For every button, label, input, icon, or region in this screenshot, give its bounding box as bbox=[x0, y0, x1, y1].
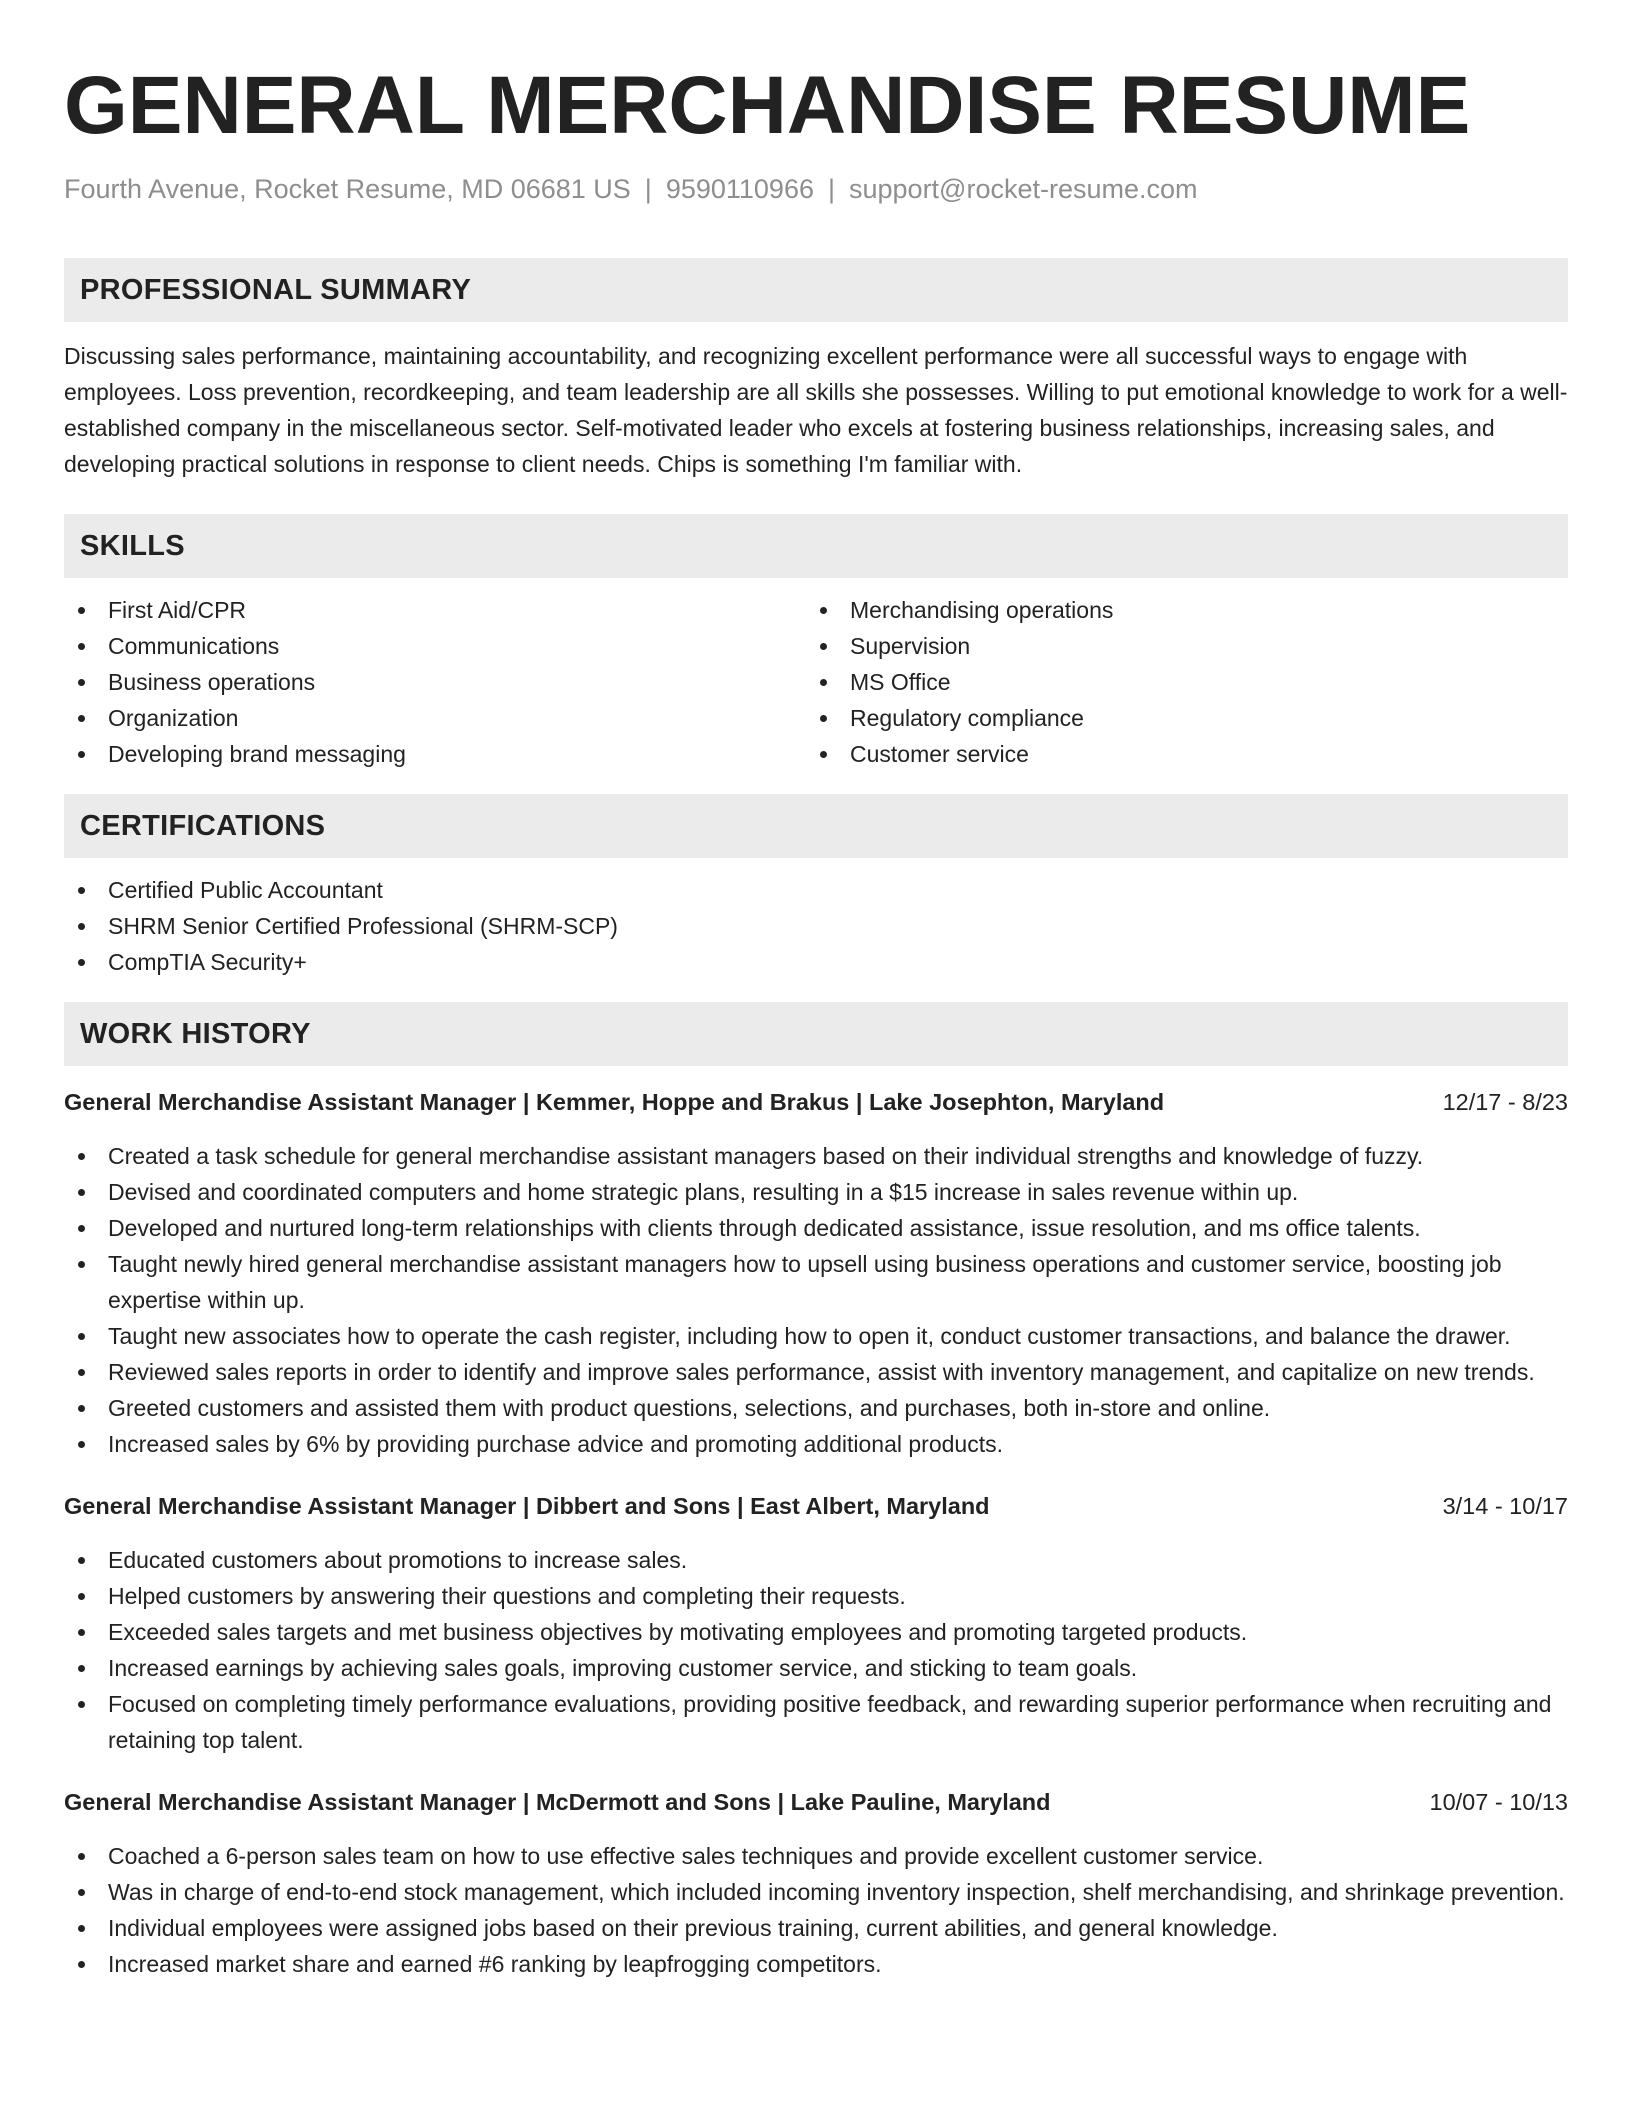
section-title: SKILLS bbox=[80, 529, 185, 562]
certification-item: CompTIA Security+ bbox=[64, 944, 1568, 980]
bullet-icon bbox=[78, 679, 85, 686]
bullet-icon bbox=[78, 1441, 85, 1448]
job-bullet: Educated customers about promotions to increase sales. bbox=[64, 1542, 1568, 1578]
job-entry bbox=[64, 1488, 1568, 1758]
job-bullet: Individual employees were assigned jobs based on their previous training, current abilities, and general knowledge. bbox=[64, 1910, 1568, 1946]
bullet-icon bbox=[78, 751, 85, 758]
job-bullet: Focused on completing timely performance evaluations, providing positive feedback, and rewarding superior performance when recruiting and retaining top talent. bbox=[64, 1686, 1568, 1758]
section-title: PROFESSIONAL SUMMARY bbox=[80, 273, 472, 306]
job-entry bbox=[64, 1084, 1568, 1462]
job-bullet: Devised and coordinated computers and home strategic plans, resulting in a $15 increase in sales revenue within up. bbox=[64, 1174, 1568, 1210]
job-bullet: Increased sales by 6% by providing purchase advice and promoting additional products. bbox=[64, 1426, 1568, 1462]
bullet-icon bbox=[78, 1925, 85, 1932]
job-bullet: Taught newly hired general merchandise assistant managers how to upsell using business operations and customer service, boosting job expertise within up. bbox=[64, 1246, 1568, 1318]
bullet-icon bbox=[820, 607, 827, 614]
skills-column-right bbox=[806, 592, 1548, 772]
certification-item: SHRM Senior Certified Professional (SHRM-SCP) bbox=[64, 908, 1568, 944]
job-heading: General Merchandise Assistant Manager | McDermott and Sons | Lake Pauline, Maryland bbox=[64, 1789, 1051, 1815]
contact-address: Fourth Avenue, Rocket Resume, MD 06681 US bbox=[64, 174, 631, 204]
bullet-icon bbox=[78, 1225, 85, 1232]
bullet-icon bbox=[820, 643, 827, 650]
certifications-list bbox=[64, 872, 1568, 980]
job-bullets bbox=[64, 1838, 1568, 1982]
contact-line bbox=[64, 172, 1568, 206]
bullet-icon bbox=[78, 1593, 85, 1600]
job-bullet: Developed and nurtured long-term relationships with clients through dedicated assistance, issue resolution, and ms office talents. bbox=[64, 1210, 1568, 1246]
skill-item: Business operations bbox=[64, 664, 806, 700]
resume-title: GENERAL MERCHANDISE RESUME bbox=[64, 60, 1471, 151]
section-header-certifications bbox=[64, 794, 1568, 858]
job-bullet: Was in charge of end-to-end stock management, which included incoming inventory inspection, shelf merchandising, and shrinkage prevention. bbox=[64, 1874, 1568, 1910]
bullet-icon bbox=[78, 923, 85, 930]
section-title: WORK HISTORY bbox=[80, 1017, 311, 1050]
bullet-icon bbox=[78, 1557, 85, 1564]
job-bullet: Increased earnings by achieving sales goals, improving customer service, and sticking to team goals. bbox=[64, 1650, 1568, 1686]
bullet-icon bbox=[820, 751, 827, 758]
bullet-icon bbox=[78, 1369, 85, 1376]
bullet-icon bbox=[78, 1189, 85, 1196]
skill-item: Regulatory compliance bbox=[806, 700, 1548, 736]
skill-item: Customer service bbox=[806, 736, 1548, 772]
job-bullet: Created a task schedule for general merchandise assistant managers based on their individual strengths and knowledge of fuzzy. bbox=[64, 1138, 1568, 1174]
bullet-icon bbox=[78, 1853, 85, 1860]
section-title: CERTIFICATIONS bbox=[80, 809, 326, 842]
bullet-icon bbox=[78, 643, 85, 650]
skill-item: Merchandising operations bbox=[806, 592, 1548, 628]
job-entry bbox=[64, 1784, 1568, 1982]
skills-column-left bbox=[64, 592, 806, 772]
job-bullets bbox=[64, 1542, 1568, 1758]
contact-phone: 9590110966 bbox=[665, 174, 814, 204]
bullet-icon bbox=[78, 1261, 85, 1268]
skill-item: MS Office bbox=[806, 664, 1548, 700]
job-header bbox=[64, 1084, 1568, 1120]
skill-item: Organization bbox=[64, 700, 806, 736]
bullet-icon bbox=[78, 1629, 85, 1636]
job-bullets bbox=[64, 1138, 1568, 1462]
job-bullet: Helped customers by answering their questions and completing their requests. bbox=[64, 1578, 1568, 1614]
job-bullet: Coached a 6-person sales team on how to use effective sales techniques and provide excellent customer service. bbox=[64, 1838, 1568, 1874]
bullet-icon bbox=[78, 959, 85, 966]
section-header-work-history bbox=[64, 1002, 1568, 1066]
bullet-icon bbox=[78, 887, 85, 894]
skill-item: Supervision bbox=[806, 628, 1548, 664]
bullet-icon bbox=[78, 1701, 85, 1708]
section-header-skills bbox=[64, 514, 1568, 578]
skill-item: Communications bbox=[64, 628, 806, 664]
bullet-icon bbox=[78, 715, 85, 722]
job-header bbox=[64, 1784, 1568, 1820]
job-dates: 10/07 - 10/13 bbox=[1429, 1789, 1568, 1815]
section-header-summary bbox=[64, 258, 1568, 322]
bullet-icon bbox=[78, 1889, 85, 1896]
contact-email: support@rocket-resume.com bbox=[849, 174, 1198, 204]
job-heading: General Merchandise Assistant Manager | Dibbert and Sons | East Albert, Maryland bbox=[64, 1493, 990, 1519]
skills-grid bbox=[64, 592, 1568, 772]
bullet-icon bbox=[78, 1153, 85, 1160]
bullet-icon bbox=[78, 607, 85, 614]
contact-separator: | bbox=[644, 174, 652, 204]
bullet-icon bbox=[78, 1405, 85, 1412]
job-bullet: Taught new associates how to operate the cash register, including how to open it, conduct customer transactions, and balance the drawer. bbox=[64, 1318, 1568, 1354]
bullet-icon bbox=[78, 1665, 85, 1672]
job-bullet: Exceeded sales targets and met business objectives by motivating employees and promoting targeted products. bbox=[64, 1614, 1568, 1650]
job-dates: 12/17 - 8/23 bbox=[1442, 1089, 1568, 1115]
bullet-icon bbox=[78, 1961, 85, 1968]
job-bullet: Reviewed sales reports in order to identify and improve sales performance, assist with inventory management, and capitalize on new trends. bbox=[64, 1354, 1568, 1390]
job-bullet: Increased market share and earned #6 ranking by leapfrogging competitors. bbox=[64, 1946, 1568, 1982]
job-bullet: Greeted customers and assisted them with product questions, selections, and purchases, both in-store and online. bbox=[64, 1390, 1568, 1426]
summary-text: Discussing sales performance, maintaining accountability, and recognizing excellent performance were all successful ways to engage with employees. Loss prevention, recordkeeping, and team leadership are all skills she possesses. Willing to put emotional knowledge to work for a well-established company in the miscellaneous sector. Self-motivated leader who excels at fostering business relationships, increasing sales, and developing practical solutions in response to client needs. Chips is something I'm familiar with. bbox=[64, 343, 1568, 477]
bullet-icon bbox=[78, 1333, 85, 1340]
job-header bbox=[64, 1488, 1568, 1524]
skill-item: First Aid/CPR bbox=[64, 592, 806, 628]
job-heading: General Merchandise Assistant Manager | Kemmer, Hoppe and Brakus | Lake Josephton, Maryland bbox=[64, 1089, 1165, 1115]
contact-separator: | bbox=[827, 174, 835, 204]
bullet-icon bbox=[820, 715, 827, 722]
certification-item: Certified Public Accountant bbox=[64, 872, 1568, 908]
resume-page bbox=[64, 0, 1568, 1982]
job-dates: 3/14 - 10/17 bbox=[1442, 1493, 1568, 1519]
skill-item: Developing brand messaging bbox=[64, 736, 806, 772]
bullet-icon bbox=[820, 679, 827, 686]
